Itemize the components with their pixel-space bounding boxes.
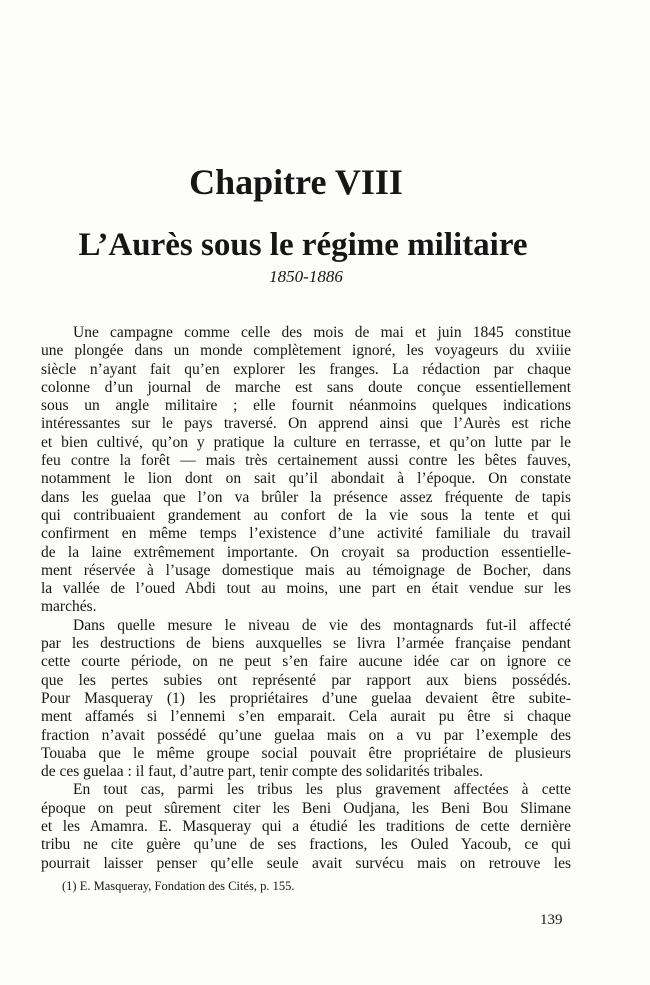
text-line: marchés.: [41, 598, 97, 616]
page-number: 139: [540, 912, 563, 928]
text-line: que les pertes subies ont représenté par rapport aux biens possédés.: [41, 671, 571, 689]
text-line: notamment le lion dont on sait qu’il abondait à l’époque. On constate: [41, 470, 571, 488]
text-line: fraction n’avait possédé qu’une guelaa mais on a vu par l’exemple des: [41, 726, 571, 744]
text-line: une plongée dans un monde complètement ignoré, les voyageurs du xviiie: [41, 342, 571, 360]
chapter-dates: 1850-1886: [269, 267, 343, 286]
text-line: ment affamés si l’ennemi s’en emparait. Cela aurait pu être si chaque: [41, 708, 571, 726]
text-line: et les Amamra. E. Masqueray qui a étudié les traditions de cette dernière: [41, 818, 571, 836]
text-line: par les destructions de biens auxquelles se livra l’armée française pendant: [41, 635, 571, 653]
text-line: Dans quelle mesure le niveau de vie des montagnards fut-il affecté: [73, 616, 571, 634]
text-line: ment réservée à l’usage domestique mais au témoignage de Bocher, dans: [41, 561, 571, 579]
text-line: de la laine extrêmement importante. On croyait sa production essentielle-: [41, 543, 571, 561]
text-line: pourrait laisser penser qu’elle seule avait survécu mais on retrouve les: [41, 854, 571, 872]
body-text: [41, 324, 571, 873]
text-line: Touaba que le même groupe social pouvait être propriétaire de plusieurs: [41, 744, 571, 762]
text-line: colonne d’un journal de marche est sans doute conçue essentiellement: [41, 378, 571, 396]
text-line: cette courte période, on ne peut s’en faire aucune idée car on ignore ce: [41, 653, 571, 671]
chapter-heading: Chapitre VIII: [189, 162, 403, 202]
text-line: de ces guelaa : il faut, d’autre part, tenir compte des solidarités tribales.: [41, 763, 484, 781]
text-line: et bien cultivé, qu’on y pratique la culture en terrasse, et qu’on lutte par le: [41, 433, 571, 451]
chapter-title: L’Aurès sous le régime militaire: [78, 227, 528, 263]
text-line: feu contre la forêt — mais très certainement aussi contre les bêtes fauves,: [41, 452, 571, 470]
text-line: siècle n’ayant fait qu’en explorer les franges. La rédaction par chaque: [41, 360, 571, 378]
text-line: époque on peut sûrement citer les Beni Oudjana, les Beni Bou Slimane: [41, 799, 571, 817]
text-line: intéressantes sur le pays traversé. On apprend ainsi que l’Aurès est riche: [41, 415, 571, 433]
text-line: confirment en même temps l’existence d’une activité familiale du travail: [41, 525, 571, 543]
text-line: la vallée de l’oued Abdi tout au moins, une part en était vendue sur les: [41, 580, 571, 598]
footnote: (1) E. Masqueray, Fondation des Cités, p. 155.: [62, 879, 295, 893]
text-line: tribu ne cite guère qu’une de ses fractions, les Ouled Yacoub, ce qui: [41, 836, 571, 854]
text-line: Pour Masqueray (1) les propriétaires d’une guelaa devaient être subite-: [41, 689, 571, 707]
text-line: sous un angle militaire ; elle fournit néanmoins quelques indications: [41, 397, 571, 415]
text-line: qui contribuaient grandement au confort de la vie sous la tente et qui: [41, 506, 571, 524]
text-line: Une campagne comme celle des mois de mai et juin 1845 constitue: [73, 324, 571, 341]
text-line: dans les guelaa que l’on va brûler la présence assez fréquente de tapis: [41, 488, 571, 506]
text-line: En tout cas, parmi les tribus les plus gravement affectées à cette: [73, 781, 571, 799]
